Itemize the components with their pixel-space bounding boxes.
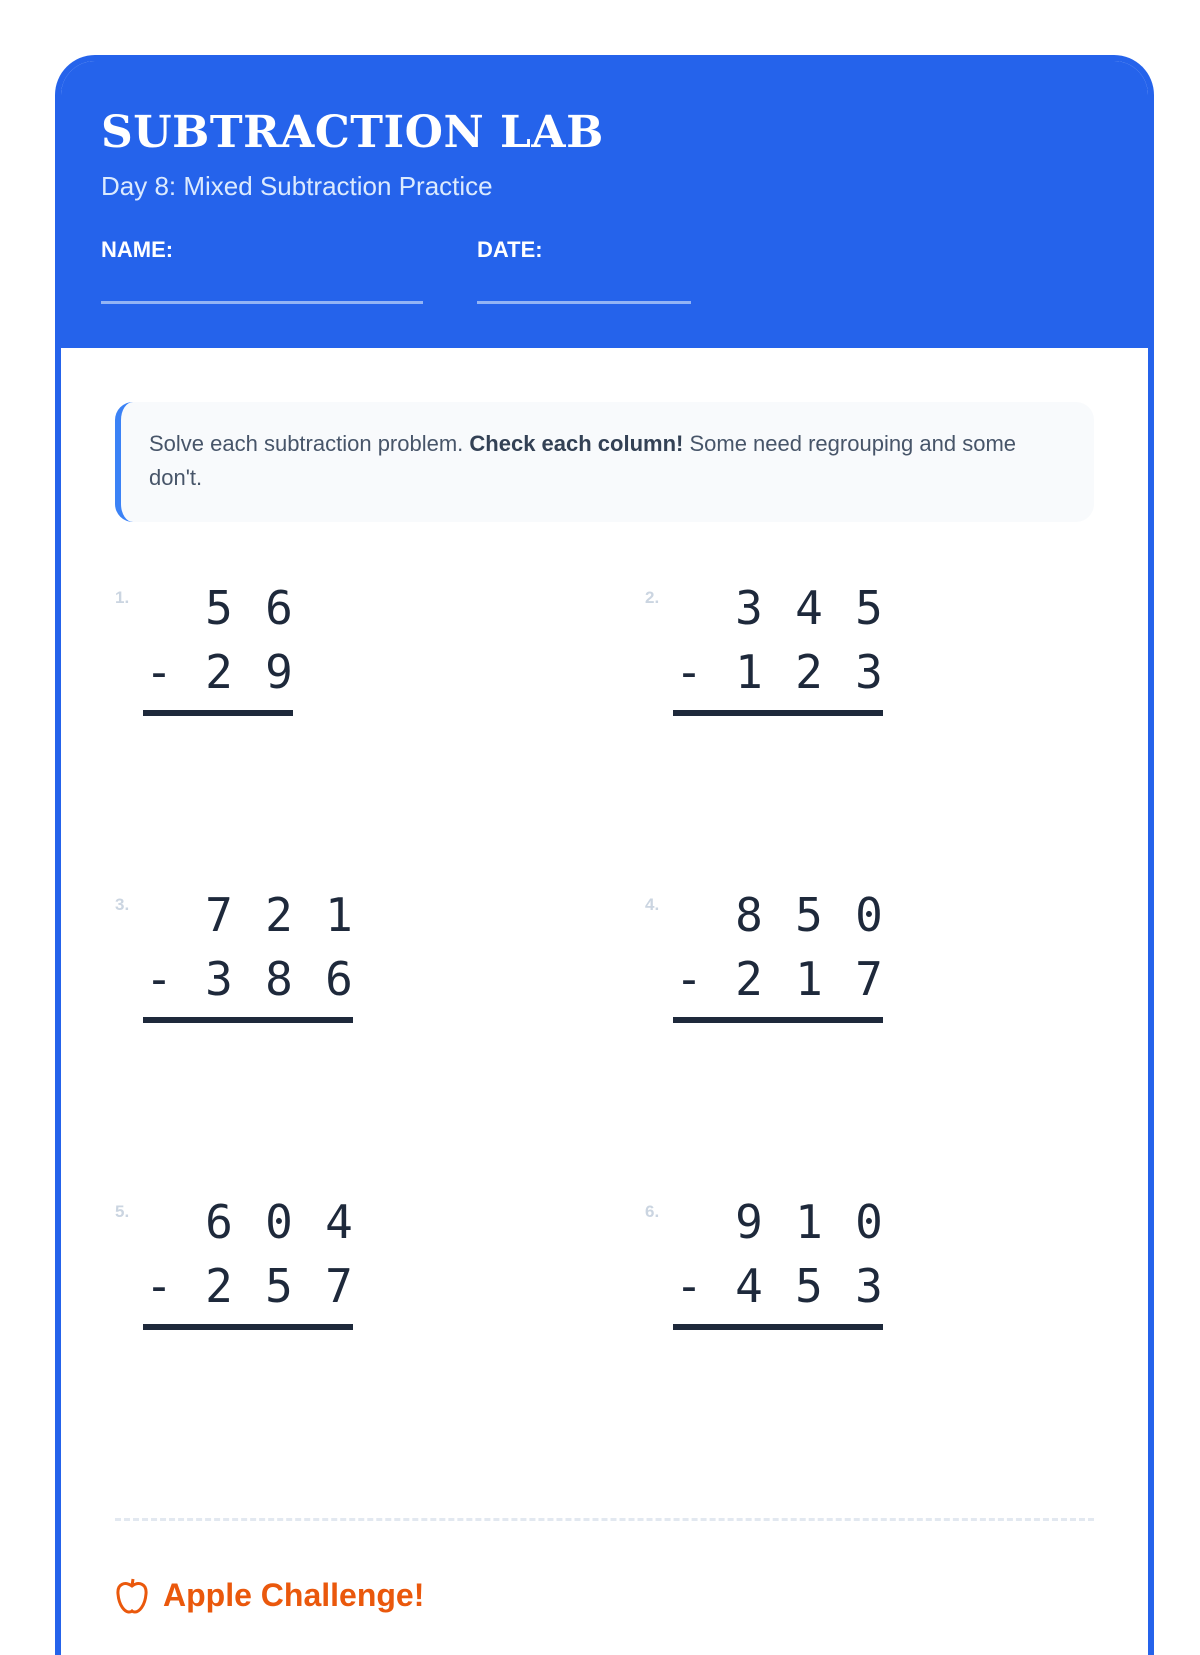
page-title: SUBTRACTION LAB: [101, 107, 604, 158]
subtrahend-digit: 2: [205, 645, 233, 699]
minus-sign: -: [145, 1259, 173, 1313]
minus-sign: -: [675, 645, 703, 699]
section-divider: [115, 1518, 1094, 1521]
subtrahend-row: [659, 640, 899, 704]
minuend-digit: 1: [325, 888, 353, 942]
instructions-text-2: Some need regrouping and some don't.: [149, 431, 1017, 490]
subtrahend-digit: 5: [265, 1259, 293, 1313]
problem-number: 3.: [115, 895, 130, 914]
minus-sign: -: [675, 952, 703, 1006]
minuend-digit: 0: [265, 1195, 293, 1249]
subtrahend-digit: 2: [795, 645, 823, 699]
subtrahend-digit: 9: [265, 645, 293, 699]
subtrahend-digit: 4: [735, 1259, 763, 1313]
subtrahend-digit: 7: [855, 952, 883, 1006]
subtrahend-digit: 2: [735, 952, 763, 1006]
minus-sign: -: [675, 1259, 703, 1313]
problem-1: [115, 576, 645, 776]
subtrahend-digit: 6: [325, 952, 353, 1006]
subtrahend-row: [129, 947, 369, 1011]
date-field[interactable]: [477, 301, 691, 304]
problem-number: 2.: [645, 588, 660, 607]
instructions-text: Solve each subtraction problem.: [149, 431, 470, 456]
minuend-row: [659, 576, 899, 640]
subtrahend-digit: 1: [795, 952, 823, 1006]
subtrahend-digit: 3: [855, 1259, 883, 1313]
subtrahend-digit: 2: [205, 1259, 233, 1313]
minuend-digit: 5: [795, 888, 823, 942]
minuend-digit: 6: [205, 1195, 233, 1249]
minuend-digit: 6: [265, 581, 293, 635]
minuend-row: [659, 883, 899, 947]
answer-line: [143, 1324, 353, 1330]
minuend-row: [129, 883, 369, 947]
answer-line: [673, 710, 883, 716]
worksheet-card: [55, 55, 1154, 1655]
subtrahend-digit: 7: [325, 1259, 353, 1313]
problem-stack: [659, 883, 899, 1023]
minus-sign: -: [145, 645, 173, 699]
page-subtitle: Day 8: Mixed Subtraction Practice: [101, 171, 493, 201]
problem-3: [115, 883, 645, 1083]
minus-sign: -: [145, 952, 173, 1006]
problem-2: [645, 576, 1154, 776]
challenge-title: Apple Challenge!: [163, 1577, 425, 1613]
problem-stack: [129, 576, 309, 716]
minuend-digit: 7: [205, 888, 233, 942]
minuend-row: [129, 1190, 369, 1254]
challenge-heading: [115, 1577, 424, 1614]
minuend-digit: 3: [735, 581, 763, 635]
answer-line: [673, 1017, 883, 1023]
apple-icon: [115, 1578, 149, 1614]
subtrahend-row: [659, 1254, 899, 1318]
instructions-emphasis: Check each column!: [469, 431, 684, 456]
problem-number: 4.: [645, 895, 660, 914]
minuend-row: [659, 1190, 899, 1254]
problem-5: [115, 1190, 645, 1390]
subtrahend-digit: 8: [265, 952, 293, 1006]
problem-number: 1.: [115, 588, 130, 607]
subtrahend-digit: 3: [855, 645, 883, 699]
name-label: NAME:: [101, 237, 174, 262]
instructions-box: [115, 402, 1094, 522]
problem-stack: [129, 1190, 369, 1330]
problem-4: [645, 883, 1154, 1083]
minuend-row: [129, 576, 309, 640]
problem-stack: [659, 576, 899, 716]
subtrahend-row: [659, 947, 899, 1011]
worksheet-header: [61, 61, 1148, 348]
answer-line: [143, 1017, 353, 1023]
minuend-digit: 5: [855, 581, 883, 635]
subtrahend-digit: 1: [735, 645, 763, 699]
name-field[interactable]: [101, 301, 423, 304]
minuend-digit: 1: [795, 1195, 823, 1249]
problem-stack: [129, 883, 369, 1023]
minuend-digit: 0: [855, 888, 883, 942]
minuend-digit: 9: [735, 1195, 763, 1249]
minuend-digit: 2: [265, 888, 293, 942]
answer-line: [673, 1324, 883, 1330]
date-label: DATE:: [477, 237, 543, 262]
minuend-digit: 8: [735, 888, 763, 942]
subtrahend-digit: 3: [205, 952, 233, 1006]
problem-6: [645, 1190, 1154, 1390]
problem-stack: [659, 1190, 899, 1330]
subtrahend-digit: 5: [795, 1259, 823, 1313]
problem-number: 5.: [115, 1202, 130, 1221]
problem-number: 6.: [645, 1202, 660, 1221]
minuend-digit: 4: [325, 1195, 353, 1249]
minuend-digit: 5: [205, 581, 233, 635]
subtrahend-row: [129, 1254, 369, 1318]
minuend-digit: 0: [855, 1195, 883, 1249]
minuend-digit: 4: [795, 581, 823, 635]
answer-line: [143, 710, 293, 716]
subtrahend-row: [129, 640, 309, 704]
